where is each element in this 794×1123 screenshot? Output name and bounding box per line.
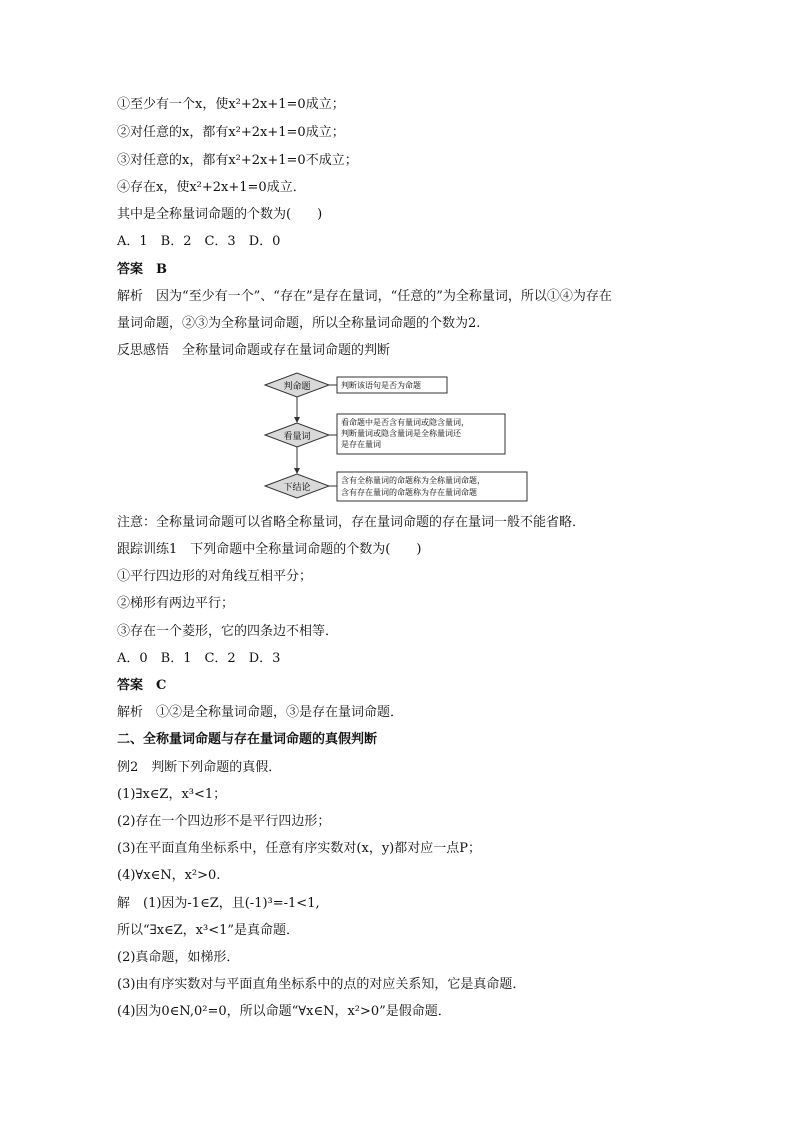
practice-options: A．0 B．1 C．2 D．3 xyxy=(117,651,281,666)
example-item-2: (2)存在一个四边形不是平行四边形； xyxy=(117,814,331,829)
answer-options: A．1 B．2 C．3 D．0 xyxy=(117,234,281,249)
practice-answer: 答案 C xyxy=(117,678,167,693)
answer-line: 答案 B xyxy=(117,262,167,277)
flowchart xyxy=(255,369,545,509)
proposition-1: ①至少有一个x，使x²+2x+1=0成立； xyxy=(117,97,345,112)
solution-line-2: 所以“∃x∈Z，x³<1”是真命题． xyxy=(117,923,300,938)
flowchart-step-2 xyxy=(265,423,329,447)
step2-note-line1: 看命题中是否含有量词或隐含量词， xyxy=(341,418,469,427)
analysis-line-1: 解析 因为“至少有一个”、“存在”是存在量词，“任意的”为全称量词，所以①④为存在 xyxy=(117,289,612,304)
step3-note-line2: 含有存在量词的命题称为存在量词命题 xyxy=(341,488,477,497)
solution-line-3: (2)真命题，如梯形． xyxy=(117,950,240,965)
question-stem: 其中是全称量词命题的个数为( ) xyxy=(117,207,323,222)
step3-label: 下结论 xyxy=(283,483,311,493)
practice-item-1: ①平行四边形的对角线互相平分； xyxy=(117,569,313,584)
solution-line-4: (3)由有序实数对与平面直角坐标系中的点的对应关系知，它是真命题． xyxy=(117,977,526,992)
section-heading: 二、全称量词命题与存在量词命题的真假判断 xyxy=(117,732,378,747)
step3-note-line1: 含有全称量词的命题称为全称量词命题， xyxy=(341,476,485,485)
flowchart-step-1 xyxy=(265,373,329,397)
step2-note-line2: 判断量词或隐含量词是全称量词还 xyxy=(341,429,461,438)
step2-note-line3: 是存在量词 xyxy=(341,440,381,449)
step1-note: 判断该语句是否为命题 xyxy=(341,381,421,390)
solution-line-5: (4)因为0∈N,0²=0，所以命题“∀x∈N，x²>0”是假命题． xyxy=(117,1004,451,1019)
example-item-3: (3)在平面直角坐标系中，任意有序实数对(x，y)都对应一点P； xyxy=(117,841,481,856)
reflection-heading: 反思感悟 全称量词命题或存在量词命题的判断 xyxy=(117,343,391,358)
practice-analysis: 解析 ①②是全称量词命题，③是存在量词命题． xyxy=(117,705,404,720)
solution-line-1: 解 (1)因为-1∈Z，且(-1)³=-1<1, xyxy=(117,896,320,911)
step1-label: 判命题 xyxy=(283,382,311,392)
practice-item-3: ③存在一个菱形，它的四条边不相等． xyxy=(117,624,339,639)
proposition-3: ③对任意的x，都有x²+2x+1=0不成立； xyxy=(117,153,358,168)
proposition-4: ④存在x，使x²+2x+1=0成立． xyxy=(117,180,306,195)
example-item-4: (4)∀x∈N，x²>0. xyxy=(117,868,221,883)
step2-label: 看量词 xyxy=(283,432,311,442)
practice-heading: 跟踪训练1 下列命题中全称量词命题的个数为( ) xyxy=(117,542,422,557)
note-line: 注意：全称量词命题可以省略全称量词，存在量词命题的存在量词一般不能省略． xyxy=(117,515,586,530)
example-item-1: (1)∃x∈Z，x³<1； xyxy=(117,787,227,802)
analysis-line-2: 量词命题，②③为全称量词命题，所以全称量词命题的个数为2. xyxy=(117,316,481,331)
flowchart-step-3 xyxy=(265,474,329,498)
proposition-2: ②对任意的x，都有x²+2x+1=0成立； xyxy=(117,125,345,140)
practice-item-2: ②梯形有两边平行； xyxy=(117,596,235,611)
example-heading: 例2 判断下列命题的真假． xyxy=(117,760,282,775)
